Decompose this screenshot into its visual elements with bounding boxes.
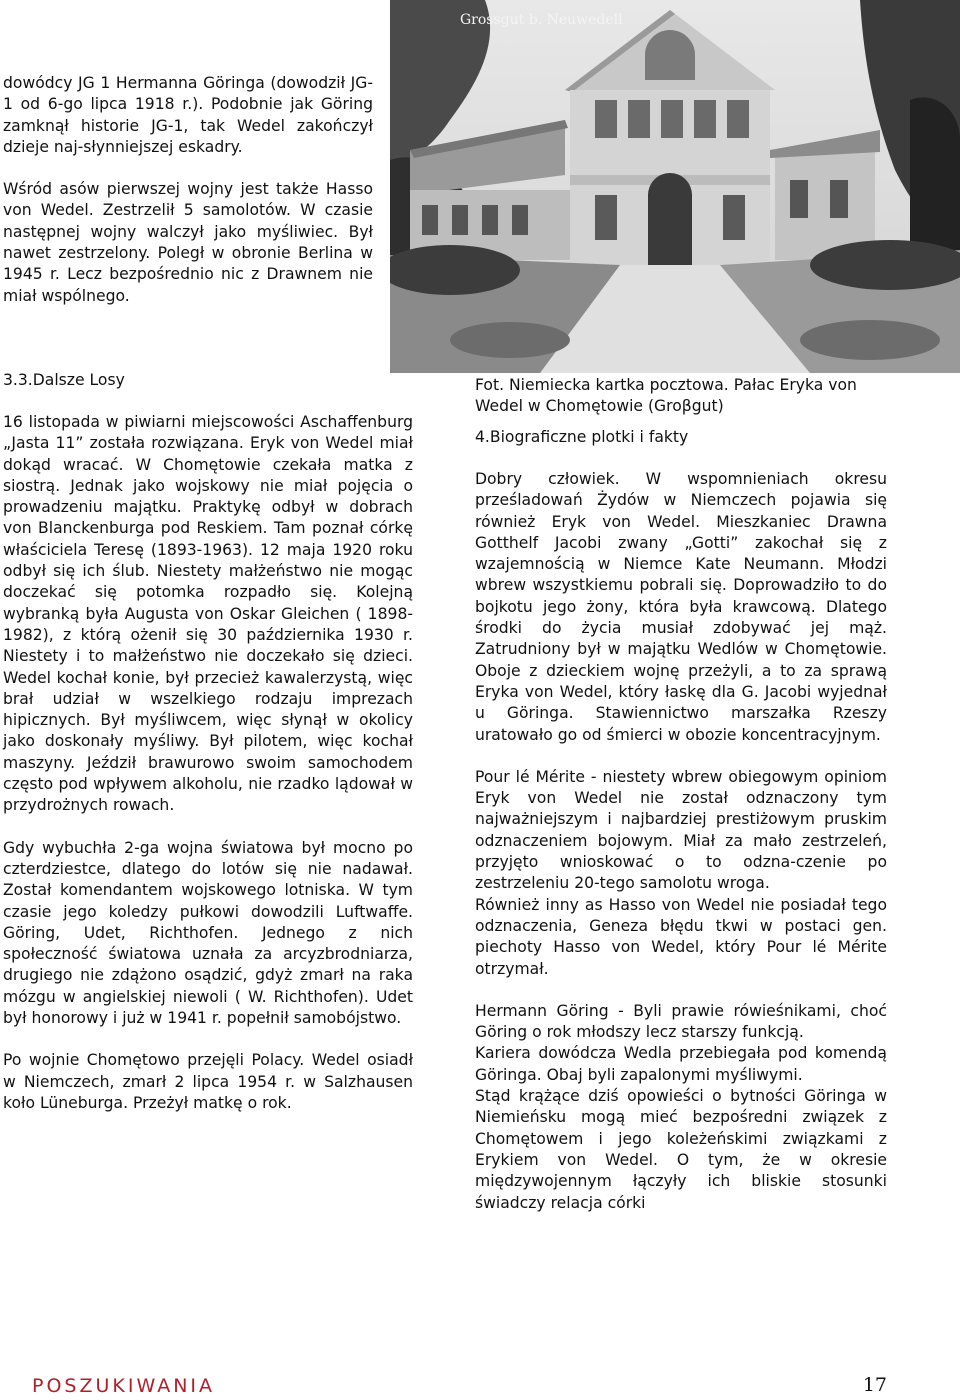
postcard-inscription: Grossgut b. Neuwedell	[460, 12, 623, 28]
left-column-top	[3, 73, 373, 307]
paragraph: Również inny as Hasso von Wedel nie posiadał tego odznaczenia, Geneza błędu tkwi w postaci gen. piechoty Hasso von Wedel, który Pour lé Mérite otrzymał.	[475, 895, 887, 978]
paragraph: Kariera dowódcza Wedla przebiegała pod komendą Göringa. Obaj byli zapalonymi myśliwymi.	[475, 1044, 887, 1084]
paragraph: Hermann Göring - Byli prawie rówieśnikami, choć Göring o rok młodszy lecz starszy funkcją.	[475, 1001, 887, 1042]
paragraph: Stąd krążące dziś opowieści o bytności Göringa w Niemieńsku mogą mieć bezpośredni związek z Chomętowem i jego koleżeńskimi związkami z Erykiem von Wedel. O tym, że w okresie międzywojennym łączyły ich bliskie stosunki świadczy relacja córki	[475, 1087, 887, 1212]
photo-caption: Fot. Niemiecka kartka pocztowa. Pałac Eryka von Wedel w Chomętowie (Groβgut)	[475, 376, 857, 415]
paragraph: Wśród asów pierwszej wojny jest także Hasso von Wedel. Zestrzelił 5 samolotów. W czasie następnej wojny walczył jako myśliwiec. Był nawet zestrzelony. Poległ w obronie Berlina w 1945 r. Lecz bezpośrednio nic z Drawnem nie miał wspólnego.	[3, 180, 373, 305]
paragraph: Gdy wybuchła 2-ga wojna światowa był mocno po czterdziestce, dlatego do lotów się nie nadawał. Został komendantem wojskowego lotniska. W tym czasie jego koledzy pułkowi dowodzili Luftwaffe. Göring, Udet, Richthofen. Jednego z nich społeczność światowa uznała za arcyzbrodniarza, drugiego nie zdążono osądzić, gdyż zmarł na raka mózgu w angielskiej niewoli ( W. Richthofen). Udet był honorowy i już w 1941 r. popełnił samobójstwo.	[3, 838, 413, 1028]
paragraph: Pour lé Mérite - niestety wbrew obiegowym opiniom Eryk von Wedel nie został odznaczony tym najważniejszym i najbardziej prestiżowym pruskim odznaczeniem bojowym. Miał za mało zestrzeleń, przyjęto wnioskować o to odzna-czenie po zestrzeleniu 20-tego samolotu wroga.	[475, 767, 887, 893]
page-number: 17	[862, 1374, 887, 1396]
postcard-photo	[390, 0, 960, 373]
left-column	[3, 370, 413, 1114]
paragraph: Po wojnie Chomętowo przejęli Polacy. Wedel osiadł w Niemczech, zmarł 2 lipca 1954 r. w Salzhausen koło Lüneburga. Przeżył matkę o rok.	[3, 1051, 413, 1112]
section-heading: 3.3.Dalsze Losy	[3, 371, 125, 389]
paragraph: Dobry człowiek. W wspomnieniach okresu prześladowań Żydów w Niemczech pojawia się również Eryk von Wedel. Mieszkaniec Drawna Gotthelf Jacobi zwany „Gotti” zakochał się z wzajemnością w Niemce Kate Neumann. Młodzi wbrew wszystkiemu pobrali się. Doprowadziło to do bojkotu jego żony, która była krawcową. Dlatego środki do życia musiał zdobywać jej mąż. Zatrudniony był w majątku Wedlów w Chomętowie. Oboje z dzieckiem wojnę przeżyli, a to za sprawą Eryka von Wedel, który łaskę dla G. Jacobi wyjednał u Göringa. Stawiennictwo marszałka Rzeszy uratowało go od śmierci w obozie koncentracyjnym.	[475, 470, 887, 744]
section-heading: 4.Biograficzne plotki i fakty	[475, 428, 689, 446]
footer-title: POSZUKIWANIA	[32, 1375, 216, 1397]
paragraph: dowódcy JG 1 Hermanna Göringa (dowodził JG- 1 od 6-go lipca 1918 r.). Podobnie jak Göring zamknął historie JG-1, tak Wedel zakończył dzieje naj-słynniejszej eskadry.	[3, 74, 373, 156]
paragraph: 16 listopada w piwiarni miejscowości Aschaffenburg „Jasta 11” została rozwiązana. Eryk von Wedel miał dokąd wracać. W Chomętowie czekała matka z siostrą. Jednak jako wojskowy nie miał pojęcia o prowadzeniu majątku. Praktykę odbył w dobrach von Blanckenburga pod Reskiem. Tam poznał córkę właściciela Teresę (1893-1963). 12 maja 1920 roku odbył się ich ślub. Niestety małżeństwo nie mogąc doczekać się potomka rozpadło się. Kolejną wybranką była Augusta von Oskar Gleichen ( 1898-1982), z którą ożenił się 30 października 1930 r. Niestety i to małżeństwo nie doczekało się dzieci. Wedel kochał konie, był przecież kawalerzystą, więc brał udział w wszelkiego rodzaju imprezach hipicznych. Był myśliwcem, więc słynął w okolicy jako doskonały myśliwy. Był pilotem, więc kochał maszyny. Jeździł brawurowo swoim samochodem często pod wpływem alkoholu, nie rzadko lądował w przydrożnych rowach.	[3, 413, 413, 815]
right-column	[475, 375, 887, 1214]
